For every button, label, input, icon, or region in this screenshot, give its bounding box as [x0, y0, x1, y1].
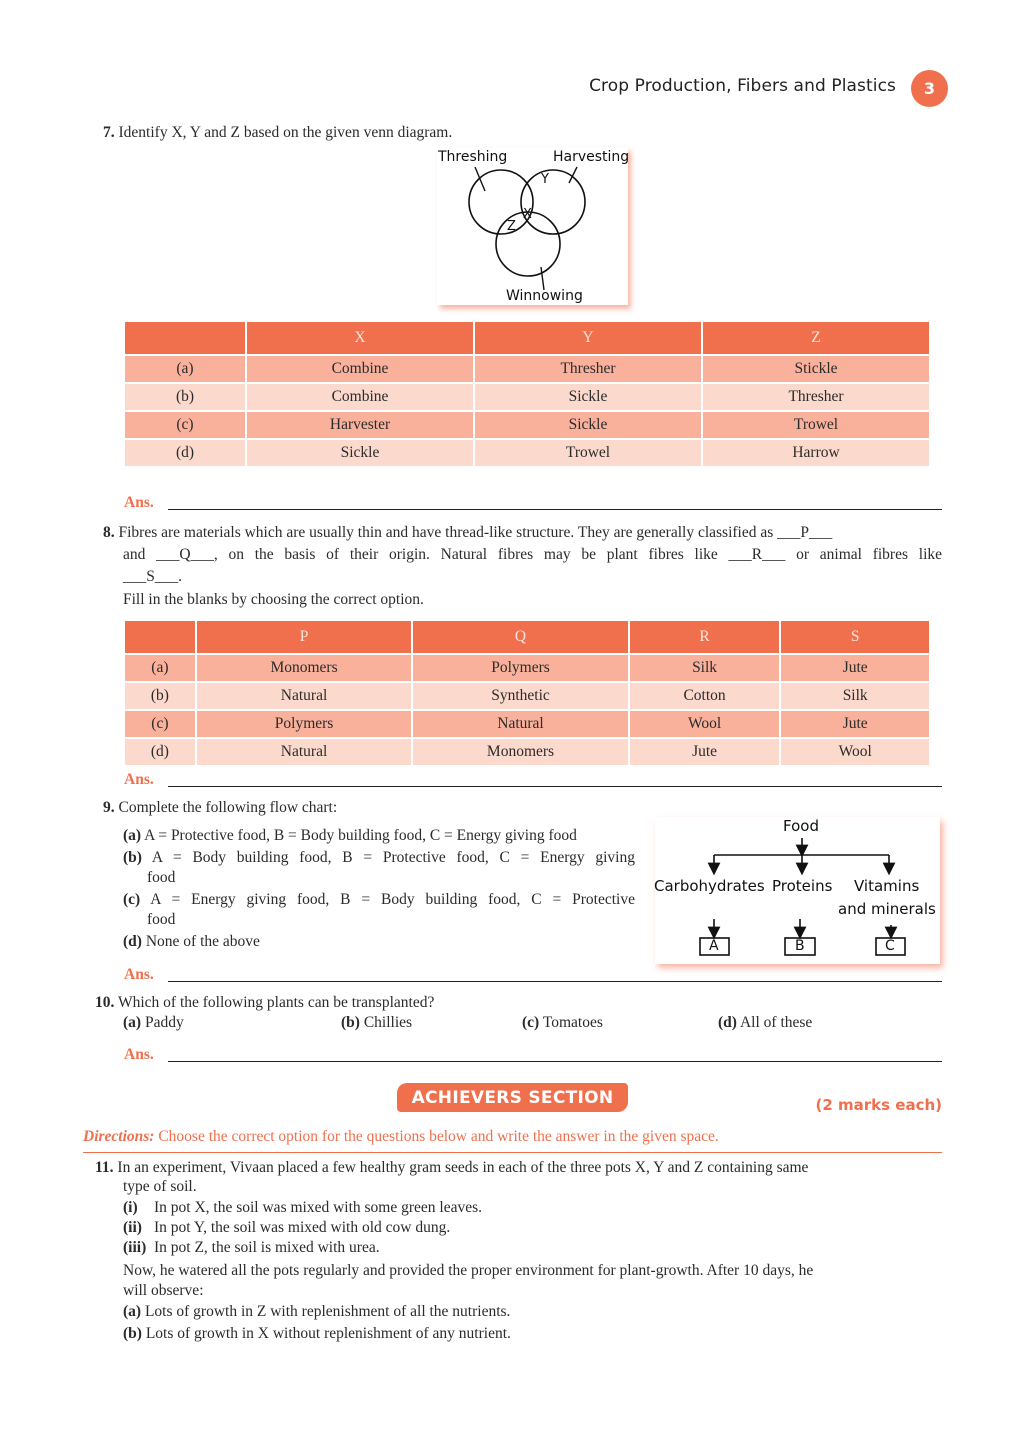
table-row [125, 655, 929, 681]
table-header-cell: R [630, 621, 780, 653]
table-header-cell: X [247, 322, 473, 354]
venn-diagram-graphic [437, 147, 628, 305]
option-label: (b) [125, 384, 245, 410]
option-label: (a) [123, 1014, 142, 1031]
answer-label: Ans. [124, 494, 154, 511]
flow-node-vitamins: Vitamins [854, 877, 920, 895]
table-cell: Sickle [247, 440, 473, 466]
table-cell: Jute [781, 711, 929, 737]
table-cell: Monomers [413, 739, 627, 765]
q7-options-table [123, 320, 931, 468]
option-c [522, 1013, 603, 1033]
table-cell: Combine [247, 384, 473, 410]
question-text: Identify X, Y and Z based on the given venn diagram. [118, 124, 453, 141]
table-cell: Wool [781, 739, 929, 765]
table-row [125, 440, 929, 466]
option-text-continued: food [147, 869, 176, 886]
flow-box-c: C [885, 938, 895, 954]
question-instruction: Fill in the blanks by choosing the correct option. [123, 591, 424, 608]
question-text: Which of the following plants can be transplanted? [117, 994, 435, 1011]
table-row [125, 384, 929, 410]
table-cell: Wool [630, 711, 780, 737]
answer-line[interactable] [168, 1061, 942, 1062]
answer-line[interactable] [168, 981, 942, 982]
question-text: Complete the following flow chart: [118, 799, 338, 816]
option-text-continued: food [147, 911, 176, 928]
table-cell: Combine [247, 356, 473, 382]
option-b [123, 1324, 511, 1344]
option-text: All of these [739, 1014, 813, 1031]
answer-label: Ans. [124, 966, 154, 983]
flow-node-proteins: Proteins [772, 877, 833, 895]
venn-label-harvesting: Harvesting [553, 149, 630, 165]
table-header-cell: Z [703, 322, 929, 354]
table-cell: Thresher [703, 384, 929, 410]
answer-label: Ans. [124, 1046, 154, 1063]
question-11 [95, 1157, 808, 1179]
option-label: (c) [522, 1014, 540, 1031]
option-a [123, 1302, 510, 1322]
venn-label-threshing: Threshing [438, 149, 508, 165]
option-text: A = Body building food, B = Protective food, C = Energy giving [151, 849, 635, 866]
question-text-line: In an experiment, Vivaan placed a few healthy gram seeds in each of the three pots X, Y and Z containing same [117, 1159, 809, 1176]
directions-label: Directions: [83, 1128, 155, 1145]
answer-line[interactable] [168, 509, 942, 510]
table-cell: Silk [781, 683, 929, 709]
table-cell: Trowel [475, 440, 701, 466]
flow-root-food: Food [783, 817, 819, 835]
option-label: (a) [123, 827, 142, 844]
achievers-section-heading: ACHIEVERS SECTION [397, 1083, 628, 1112]
food-flowchart [655, 817, 940, 964]
table-cell: Stickle [703, 356, 929, 382]
table-cell: Polymers [197, 711, 411, 737]
table-cell: Harrow [703, 440, 929, 466]
flow-box-a: A [709, 938, 719, 954]
option-label: (a) [125, 655, 195, 681]
table-cell: Synthetic [413, 683, 627, 709]
option-label: (b) [123, 849, 142, 866]
sub-item-iii [123, 1238, 380, 1258]
table-header-row [125, 322, 929, 354]
answer-line[interactable] [168, 786, 942, 787]
option-text: A = Protective food, B = Body building food, C = Energy giving food [144, 827, 577, 844]
directions [83, 1128, 719, 1146]
venn-region-x: X [523, 207, 532, 222]
option-text: Lots of growth in X without replenishment of any nutrient. [145, 1325, 511, 1342]
table-row [125, 683, 929, 709]
sub-item-label: (ii) [123, 1219, 142, 1236]
table-header-cell: Y [475, 322, 701, 354]
table-header-cell: Q [413, 621, 627, 653]
question-number: 7. [103, 124, 115, 141]
sub-item-label: (i) [123, 1199, 138, 1216]
marks-note: (2 marks each) [815, 1096, 942, 1114]
flow-node-minerals: and minerals [838, 900, 936, 918]
table-header-row [125, 621, 929, 653]
sub-item-ii [123, 1218, 450, 1238]
question-text-line: ___S___. [123, 568, 182, 585]
page-number-badge: 3 [911, 70, 948, 107]
option-b [123, 848, 635, 868]
question-text-line: and ___Q___, on the basis of their origin. Natural fibres may be plant fibres like ___R___ or animal fibres like [123, 546, 942, 563]
table-cell: Natural [197, 683, 411, 709]
table-cell: Thresher [475, 356, 701, 382]
directions-divider [83, 1152, 942, 1153]
option-label: (a) [123, 1303, 142, 1320]
table-header-cell [125, 621, 195, 653]
running-title: Crop Production, Fibers and Plastics [589, 76, 896, 96]
option-text: A = Energy giving food, B = Body building food, C = Protective [150, 891, 635, 908]
option-text: None of the above [145, 933, 260, 950]
option-label: (c) [125, 412, 245, 438]
table-cell: Cotton [630, 683, 780, 709]
table-cell: Sickle [475, 384, 701, 410]
option-label: (d) [718, 1014, 737, 1031]
table-header-cell [125, 322, 245, 354]
table-cell: Natural [197, 739, 411, 765]
option-d [718, 1013, 812, 1033]
q8-options-table [123, 619, 931, 767]
option-a [123, 826, 635, 846]
table-header-cell: S [781, 621, 929, 653]
table-cell: Monomers [197, 655, 411, 681]
venn-label-winnowing: Winnowing [506, 288, 583, 304]
question-number: 10. [95, 994, 115, 1011]
question-8 [103, 522, 832, 544]
table-cell: Natural [413, 711, 627, 737]
table-row [125, 711, 929, 737]
option-c [123, 890, 635, 910]
table-row [125, 739, 929, 765]
sub-item-text: In pot X, the soil was mixed with some green leaves. [154, 1199, 483, 1216]
table-cell: Sickle [475, 412, 701, 438]
option-d [123, 932, 260, 952]
table-cell: Jute [781, 655, 929, 681]
question-9 [103, 797, 337, 819]
flow-box-b: B [795, 938, 805, 954]
option-label: (b) [125, 683, 195, 709]
question-text-line: Now, he watered all the pots regularly and provided the proper environment for plant-growth. After 10 days, he [123, 1262, 814, 1279]
question-number: 9. [103, 799, 115, 816]
venn-region-z: Z [507, 219, 516, 234]
directions-text: Choose the correct option for the questions below and write the answer in the given space. [158, 1128, 719, 1145]
option-label: (b) [123, 1325, 142, 1342]
sub-item-text: In pot Y, the soil was mixed with old cow dung. [154, 1219, 451, 1236]
option-b [341, 1013, 412, 1033]
option-text: Tomatoes [542, 1014, 603, 1031]
option-label: (c) [125, 711, 195, 737]
table-cell: Harvester [247, 412, 473, 438]
option-label: (d) [125, 440, 245, 466]
option-text: Paddy [144, 1014, 184, 1031]
option-label: (d) [125, 739, 195, 765]
question-text-line: Fibres are materials which are usually thin and have thread-like structure. They are generally classified as ___P___ [118, 524, 833, 541]
sub-item-i [123, 1198, 482, 1218]
table-row [125, 356, 929, 382]
question-number: 8. [103, 524, 115, 541]
sub-item-label: (iii) [123, 1239, 147, 1256]
table-row [125, 412, 929, 438]
question-text-line: type of soil. [123, 1178, 197, 1195]
sub-item-text: In pot Z, the soil is mixed with urea. [154, 1239, 380, 1256]
option-text: Chillies [363, 1014, 413, 1031]
option-label: (d) [123, 933, 142, 950]
option-a [123, 1013, 184, 1033]
table-cell: Trowel [703, 412, 929, 438]
option-label: (a) [125, 356, 245, 382]
option-label: (b) [341, 1014, 360, 1031]
table-cell: Polymers [413, 655, 627, 681]
flow-node-carbohydrates: Carbohydrates [654, 877, 765, 895]
option-text: Lots of growth in Z with replenishment of all the nutrients. [144, 1303, 511, 1320]
question-text-line: will observe: [123, 1282, 204, 1299]
question-7 [103, 122, 452, 144]
table-header-cell: P [197, 621, 411, 653]
question-10 [95, 992, 434, 1014]
answer-label: Ans. [124, 771, 154, 788]
table-cell: Jute [630, 739, 780, 765]
venn-diagram [437, 147, 628, 305]
venn-region-y: Y [541, 172, 549, 187]
question-number: 11. [95, 1159, 114, 1176]
table-cell: Silk [630, 655, 780, 681]
option-label: (c) [123, 891, 141, 908]
